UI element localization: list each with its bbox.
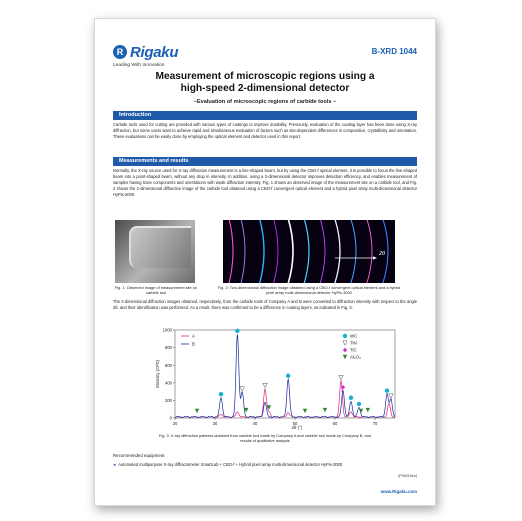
peak-marker	[195, 409, 199, 413]
section-results-header: Measurements and results	[113, 157, 417, 166]
brand-name: Rigaku	[130, 43, 179, 61]
xrd-chart-svg	[113, 324, 417, 432]
legend-marker	[343, 348, 347, 352]
results-paragraph-2: The 2-dimensional diffraction images obtained, respectively, from the carbide tools of Company A and B were converted to diffraction intensity with respect to the angle 2θ, and their identification was performed. As a result, there was confirmed to be a difference in coating layers, as indicated in Fig. 3.	[113, 299, 417, 310]
rigaku-logo	[113, 43, 178, 61]
brand-tagline: Leading With Innovation	[113, 63, 165, 68]
y-tick-label: 600	[165, 362, 172, 368]
y-tick-label: 400	[165, 380, 172, 386]
peak-marker	[263, 383, 267, 387]
peak-marker	[323, 408, 327, 412]
results-paragraph: Normally, the X-ray source used for X-ray diffraction measurement is a line-shaped beam, but by using the CBO-f optical element, it is possible to focus the line-shaped beam into a point-shaped beam, without any drop in intensity. In addition, using a 2-dimensional detector improves detection efficiency, and enables measurement of samples having trace components and orientations with weak diffraction intensity. Fig. 1 shows an observed image of the measurement site on a carbide tool, and Fig. 2 shows the 2-dimensional diffraction image of the carbide tool obtained using a CBO-f convergent optical element and a hybrid pixel array multi-dimensional detector HyPix-3000.	[113, 168, 417, 197]
legend-phase-label: TiC	[350, 347, 357, 353]
legend-phase-label: WC	[350, 333, 358, 339]
document-subtitle: −Evaluation of microscopic regions of carbide tools −	[193, 99, 337, 105]
peak-marker	[235, 329, 239, 333]
peak-marker	[240, 387, 244, 391]
title-line-1: Measurement of microscopic regions using a	[155, 71, 375, 82]
x-tick-label: 50	[292, 421, 298, 426]
fig2-caption: Fig. 2: Two-dimensional diffraction image obtained using a CBO-f convergent optical element and a hybrid pixel array multi-dimensional detector HyPix-3000	[217, 285, 401, 296]
peak-marker	[286, 374, 290, 378]
x-axis-label: 2θ (°)	[291, 425, 303, 430]
fig2-diffraction-image	[223, 220, 395, 283]
document-code: (P00019en)	[398, 474, 417, 478]
x-tick-label: 60	[332, 421, 338, 426]
equipment-text: Automated multipurpose X-ray diffractometer SmartLab + CBO-f + Hybrid pixel array multi-dimensional detector HyPix-3000	[118, 462, 343, 467]
fig1-carbide-tool-photo	[115, 220, 195, 283]
title-line-2: high-speed 2-dimensional detector	[180, 83, 350, 94]
plot-frame	[175, 330, 395, 418]
fig2-axis-label: 2θ	[379, 251, 386, 257]
series-line-b	[175, 334, 395, 417]
section-intro-header: Introduction	[113, 111, 417, 120]
peak-marker	[389, 394, 393, 398]
series-line-a	[175, 381, 395, 418]
equipment-heading: Recommended equipment	[113, 453, 165, 458]
fig3-caption: Fig. 3: X-ray diffraction patterns obtained from carbide tool made by Company A and carbide tool made by Company B, and results of qualitative analysis	[158, 433, 372, 444]
y-tick-label: 0	[169, 415, 172, 421]
document-page	[94, 18, 436, 506]
bullet-arrow-icon: ►	[113, 462, 119, 467]
equipment-item	[113, 462, 413, 468]
intro-paragraph: Carbide tools used for cutting are provided with various types of coatings to improve durability. Previously, evaluation of the coating layer has been done using X-ray diffraction, but some users want to achieve rapid and simultaneous evaluation of factors such as site-dependent differences in composition, crystallinity and orientation. These evaluations can be easily done by employing the optical element and detector used in this report.	[113, 122, 417, 139]
legend-label-b: B	[192, 341, 195, 347]
x-tick-label: 40	[252, 421, 258, 426]
legend-marker	[343, 355, 347, 359]
legend-phase-label: TiN	[350, 340, 357, 346]
diffraction-rings	[223, 220, 395, 283]
legend-marker	[343, 334, 347, 338]
peak-marker	[385, 389, 389, 393]
y-axis-label: Intensity (CPS)	[155, 359, 160, 389]
legend-label-a: A	[192, 333, 195, 339]
x-tick-label: 20	[172, 421, 178, 426]
tool-edge	[129, 226, 191, 268]
peak-marker	[219, 392, 223, 396]
rigaku-logo-icon: R	[113, 45, 127, 59]
fig3-xrd-chart	[113, 324, 417, 432]
legend-marker	[343, 341, 347, 345]
website-link[interactable]: www.Rigaku.com	[380, 489, 417, 494]
peak-marker	[349, 396, 353, 400]
y-tick-label: 1000	[162, 327, 172, 333]
y-tick-label: 200	[165, 398, 172, 403]
peak-marker	[357, 402, 361, 406]
document-id: B-XRD 1044	[371, 47, 417, 56]
fig1-caption: Fig. 1: Observed image of measurement site on carbide tool	[114, 285, 198, 296]
document-title	[125, 71, 405, 95]
y-tick-label: 800	[165, 345, 172, 351]
x-tick-label: 30	[212, 421, 218, 426]
peak-marker	[366, 408, 370, 412]
peak-marker	[359, 409, 363, 413]
peak-marker	[339, 375, 343, 379]
x-tick-label: 70	[372, 421, 378, 426]
peak-marker	[303, 409, 307, 413]
legend-phase-label: Al₂O₃	[350, 354, 361, 360]
